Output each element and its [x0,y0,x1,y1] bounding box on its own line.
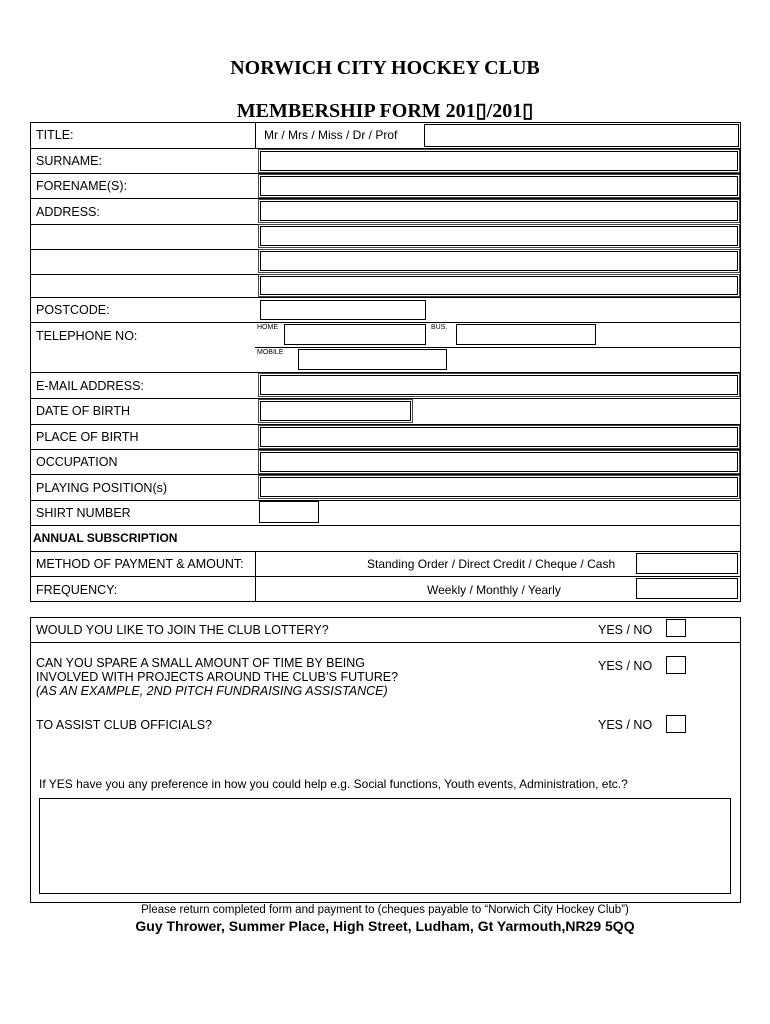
divider [740,122,741,602]
lottery-yes-no: YES / NO [598,623,653,637]
preference-question: If YES have you any preference in how you could help e.g. Social functions, Youth events, Administration, etc.? [39,777,628,791]
address-label: ADDRESS: [36,205,100,219]
time-question-example: (AS AN EXAMPLE, 2ND PITCH FUNDRAISING ASSISTANCE) [36,684,388,698]
subscription-heading: ANNUAL SUBSCRIPTION [33,531,178,545]
divider [30,525,741,526]
address-input-1[interactable] [260,201,738,221]
divider [30,398,741,399]
mobile-phone-input[interactable] [298,349,447,370]
preference-textarea[interactable] [39,798,731,894]
dob-label: DATE OF BIRTH [36,404,130,418]
time-yes-no: YES / NO [598,659,653,673]
divider [30,224,741,225]
home-label: HOME [257,324,278,331]
divider [30,424,741,425]
frequency-label: FREQUENCY: [36,583,118,597]
divider [30,601,741,602]
pob-input[interactable] [260,427,738,447]
dob-input[interactable] [260,401,411,421]
divider [30,274,741,275]
assist-yes-no: YES / NO [598,718,653,732]
return-note: Please return completed form and payment to (cheques payable to “Norwich City Hockey Club”) [141,904,629,916]
frequency-input[interactable] [636,578,738,599]
time-checkbox[interactable] [666,656,686,674]
home-phone-input[interactable] [284,324,426,345]
time-question-line2: INVOLVED WITH PROJECTS AROUND THE CLUB’S FUTURE? [36,670,399,684]
mobile-label: MOBILE [257,349,284,356]
return-address: Guy Thrower, Summer Place, High Street, Ludham, Gt Yarmouth,NR29 5QQ [135,918,635,934]
divider [30,122,741,123]
postcode-label: POSTCODE: [36,303,110,317]
divider [255,347,741,348]
divider [255,122,256,148]
business-phone-input[interactable] [456,324,596,345]
shirt-label: SHIRT NUMBER [36,506,131,520]
divider [30,249,741,250]
frequency-options[interactable]: Weekly / Monthly / Yearly [427,583,561,597]
title-input[interactable] [424,124,739,147]
lottery-question: WOULD YOU LIKE TO JOIN THE CLUB LOTTERY? [36,623,329,637]
divider [30,173,741,174]
pob-label: PLACE OF BIRTH [36,430,139,444]
forenames-input[interactable] [260,176,738,196]
bus-label: BUS. [431,324,448,331]
position-input[interactable] [260,477,738,497]
divider [30,148,741,149]
forenames-label: FORENAME(S): [36,179,127,193]
email-input[interactable] [260,375,738,395]
lottery-checkbox[interactable] [666,619,686,637]
position-label: PLAYING POSITION(s) [36,481,168,495]
divider [30,474,741,475]
divider [30,551,741,552]
surname-label: SURNAME: [36,154,102,168]
time-question-line1: CAN YOU SPARE A SMALL AMOUNT OF TIME BY BEING [36,656,366,670]
divider [30,122,31,602]
divider [30,198,741,199]
address-input-3[interactable] [260,251,738,271]
divider [30,500,741,501]
divider [30,297,741,298]
occupation-input[interactable] [260,452,738,472]
occupation-label: OCCUPATION [36,455,118,469]
address-input-4[interactable] [260,276,738,295]
address-input-2[interactable] [260,226,738,246]
shirt-number-input[interactable] [259,501,319,523]
telephone-label: TELEPHONE NO: [36,329,138,343]
divider [30,322,741,323]
postcode-input[interactable] [260,300,426,320]
surname-input[interactable] [260,151,738,171]
divider [30,449,741,450]
divider [30,372,741,373]
assist-question: TO ASSIST CLUB OFFICIALS? [36,718,212,732]
title-options[interactable]: Mr / Mrs / Miss / Dr / Prof [264,128,398,142]
form-title: MEMBERSHIP FORM 201▯/201▯ [236,100,534,122]
email-label: E-MAIL ADDRESS: [36,379,144,393]
title-label: TITLE: [36,128,74,142]
payment-method-options[interactable]: Standing Order / Direct Credit / Cheque / Cash [367,557,616,571]
payment-method-label: METHOD OF PAYMENT & AMOUNT: [36,557,244,571]
assist-checkbox[interactable] [666,715,686,733]
payment-amount-input[interactable] [636,553,738,574]
divider [30,642,741,643]
club-name: NORWICH CITY HOCKEY CLUB [230,57,540,79]
divider [30,576,741,577]
